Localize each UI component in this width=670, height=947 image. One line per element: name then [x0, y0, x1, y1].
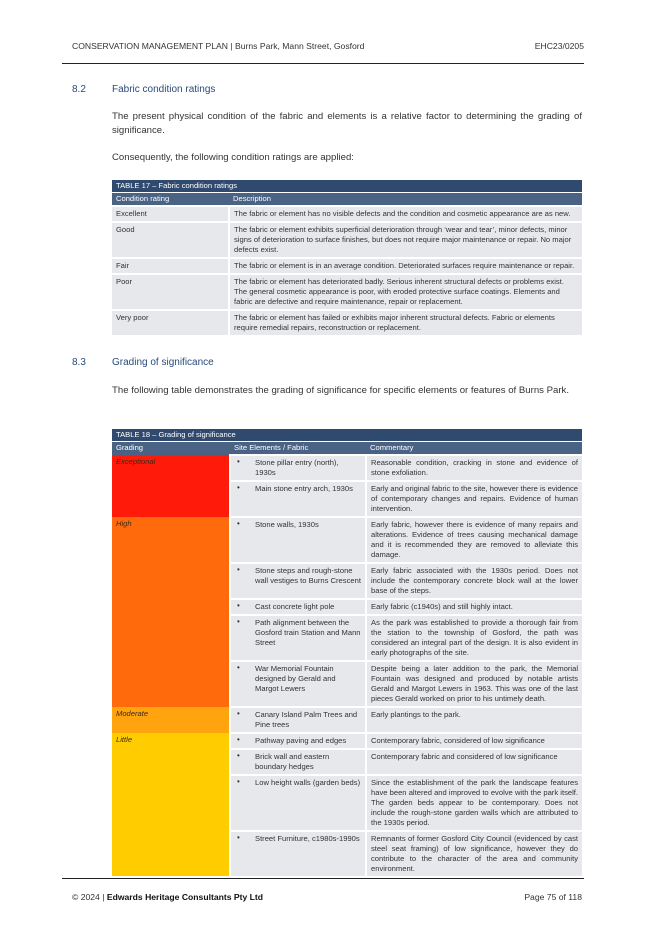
grade-cell: Little — [112, 733, 230, 876]
section-title: Grading of significance — [112, 357, 214, 368]
section-number: 8.3 — [72, 357, 86, 368]
section-title: Fabric condition ratings — [112, 84, 216, 95]
commentary-cell: Early and original fabric to the site, however there is evidence of contemporary changes and repairs. Evidence of human intervention. — [366, 481, 582, 517]
site-element-cell — [230, 455, 366, 481]
footer-copyright — [72, 892, 263, 902]
site-element-text: Canary Island Palm Trees and Pine trees — [255, 710, 358, 729]
paragraph: The present physical condition of the fabric and elements is a relative factor to determining the grading of significance. — [112, 111, 582, 136]
table-caption: TABLE 18 – Grading of significance — [112, 428, 582, 442]
site-element-cell — [230, 599, 366, 615]
bullet-icon: • — [237, 735, 240, 744]
column-header: Condition rating — [112, 193, 229, 207]
column-header: Site Elements / Fabric — [230, 442, 366, 456]
header-doc-ref: EHC23/0205 — [534, 41, 584, 51]
site-element-cell — [230, 831, 366, 876]
grade-cell: Moderate — [112, 707, 230, 733]
site-element-text: Brick wall and eastern boundary hedges — [255, 752, 330, 771]
condition-rating-cell: Excellent — [112, 206, 229, 222]
paragraph: The following table demonstrates the grading of significance for specific elements or features of Burns Park. — [112, 385, 570, 396]
table-row — [112, 707, 582, 733]
table-row — [112, 274, 582, 310]
table-row — [112, 733, 582, 749]
column-header: Commentary — [366, 442, 582, 456]
condition-rating-cell: Poor — [112, 274, 229, 310]
grade-cell: High — [112, 517, 230, 707]
site-element-cell — [230, 615, 366, 661]
site-element-text: Stone steps and rough-stone wall vestiges to Burns Crescent — [255, 566, 361, 585]
condition-rating-cell: Very poor — [112, 310, 229, 335]
description-cell: The fabric or element is in an average condition. Deteriorated surfaces require maintenance or repair. — [229, 258, 582, 274]
commentary-cell: As the park was established to provide a thorough fair from the station to the township of Gosford, the path was considered an integral part of the design. It is also evident in early photographs of the site. — [366, 615, 582, 661]
table-row — [112, 455, 582, 481]
site-element-text: Street Furniture, c1980s-1990s — [255, 834, 360, 843]
bullet-icon: • — [237, 833, 240, 842]
company-name: Edwards Heritage Consultants Pty Ltd — [106, 892, 264, 902]
commentary-cell: Contemporary fabric and considered of low significance — [366, 749, 582, 775]
footer-rule — [62, 878, 584, 879]
bullet-icon: • — [237, 709, 240, 718]
site-element-cell — [230, 661, 366, 707]
description-cell: The fabric or element has deteriorated badly. Serious inherent structural defects or problems exist. The general cosmetic appearance is poor, with eroded protective surface coatings. Elements and fabric are defective and require maintenance, repair or replacement. — [229, 274, 582, 310]
site-element-text: Path alignment between the Gosford train Station and Mann Street — [255, 618, 361, 647]
site-element-cell — [230, 563, 366, 599]
description-cell: The fabric or element exhibits superficial deterioration through ‘wear and tear’, minor defects, minor signs of deterioration to surface finishes, but does not require major maintenance or repair. No major defects exist. — [229, 222, 582, 258]
commentary-cell: Early fabric (c1940s) and still highly intact. — [366, 599, 582, 615]
bullet-icon: • — [237, 457, 240, 466]
page-number: Page 75 of 118 — [524, 892, 582, 902]
table-grading-of-significance — [112, 427, 582, 876]
header-title: CONSERVATION MANAGEMENT PLAN | Burns Park, Mann Street, Gosford — [72, 41, 365, 51]
table-caption: TABLE 17 – Fabric condition ratings — [112, 180, 582, 193]
bullet-icon: • — [237, 565, 240, 574]
condition-rating-cell: Fair — [112, 258, 229, 274]
site-element-text: Main stone entry arch, 1930s — [255, 484, 353, 493]
section-number: 8.2 — [72, 84, 86, 95]
bullet-icon: • — [237, 519, 240, 528]
site-element-text: Pathway paving and edges — [255, 736, 347, 745]
site-element-cell — [230, 733, 366, 749]
description-cell: The fabric or element has failed or exhibits major inherent structural defects. Fabric or elements require remedial repairs, reconstruction or replacement. — [229, 310, 582, 335]
commentary-cell: Remnants of former Gosford City Council (evidenced by cast steel seat framing) of low significance, however they do contribute to the character of the area and community environment. — [366, 831, 582, 876]
commentary-cell: Since the establishment of the park the landscape features have been altered and improved to evolve with the park itself. The garden beds appear to be contemporary. Does not include the rough-stone garden walls which are attributed to the 1930s period. — [366, 775, 582, 831]
bullet-icon: • — [237, 751, 240, 760]
site-element-cell — [230, 481, 366, 517]
paragraph: Consequently, the following condition ratings are applied: — [112, 152, 354, 163]
condition-rating-cell: Good — [112, 222, 229, 258]
bullet-icon: • — [237, 777, 240, 786]
commentary-cell: Despite being a later addition to the park, the Memorial Fountain was designed and produced by notable artists Gerald and Margot Lewers in 1963. This was one of the last pieces Gerald worked on prior to his untimely death. — [366, 661, 582, 707]
column-header: Grading — [112, 442, 230, 456]
bullet-icon: • — [237, 617, 240, 626]
site-element-cell — [230, 517, 366, 563]
table-fabric-condition-ratings — [112, 180, 582, 335]
bullet-icon: • — [237, 483, 240, 492]
site-element-cell — [230, 749, 366, 775]
grade-cell: Exceptional — [112, 455, 230, 517]
copyright-text: © 2024 | — [72, 892, 105, 902]
column-header: Description — [229, 193, 582, 207]
commentary-cell: Reasonable condition, cracking in stone and evidence of stone exfoliation. — [366, 455, 582, 481]
table-row — [112, 206, 582, 222]
bullet-icon: • — [237, 663, 240, 672]
commentary-cell: Early fabric, however there is evidence of many repairs and alterations. Evidence of trees causing mechanical damage and it is recommended they are removed to alleviate this damage. — [366, 517, 582, 563]
site-element-text: Stone walls, 1930s — [255, 520, 319, 529]
site-element-text: War Memorial Fountain designed by Gerald and Margot Lewers — [255, 664, 336, 693]
table-row — [112, 517, 582, 563]
site-element-text: Stone pillar entry (north), 1930s — [255, 458, 339, 477]
site-element-cell — [230, 775, 366, 831]
site-element-text: Low height walls (garden beds) — [255, 778, 361, 787]
site-element-text: Cast concrete light pole — [255, 602, 335, 611]
bullet-icon: • — [237, 601, 240, 610]
commentary-cell: Early fabric associated with the 1930s period. Does not include the contemporary concrete block wall at the lower base of the steps. — [366, 563, 582, 599]
commentary-cell: Contemporary fabric, considered of low significance — [366, 733, 582, 749]
description-cell: The fabric or element has no visible defects and the condition and cosmetic appearance are as new. — [229, 206, 582, 222]
page-header — [72, 38, 584, 56]
table-row — [112, 222, 582, 258]
table-row — [112, 258, 582, 274]
table-row — [112, 310, 582, 335]
site-element-cell — [230, 707, 366, 733]
commentary-cell: Early plantings to the park. — [366, 707, 582, 733]
header-rule — [62, 63, 584, 64]
